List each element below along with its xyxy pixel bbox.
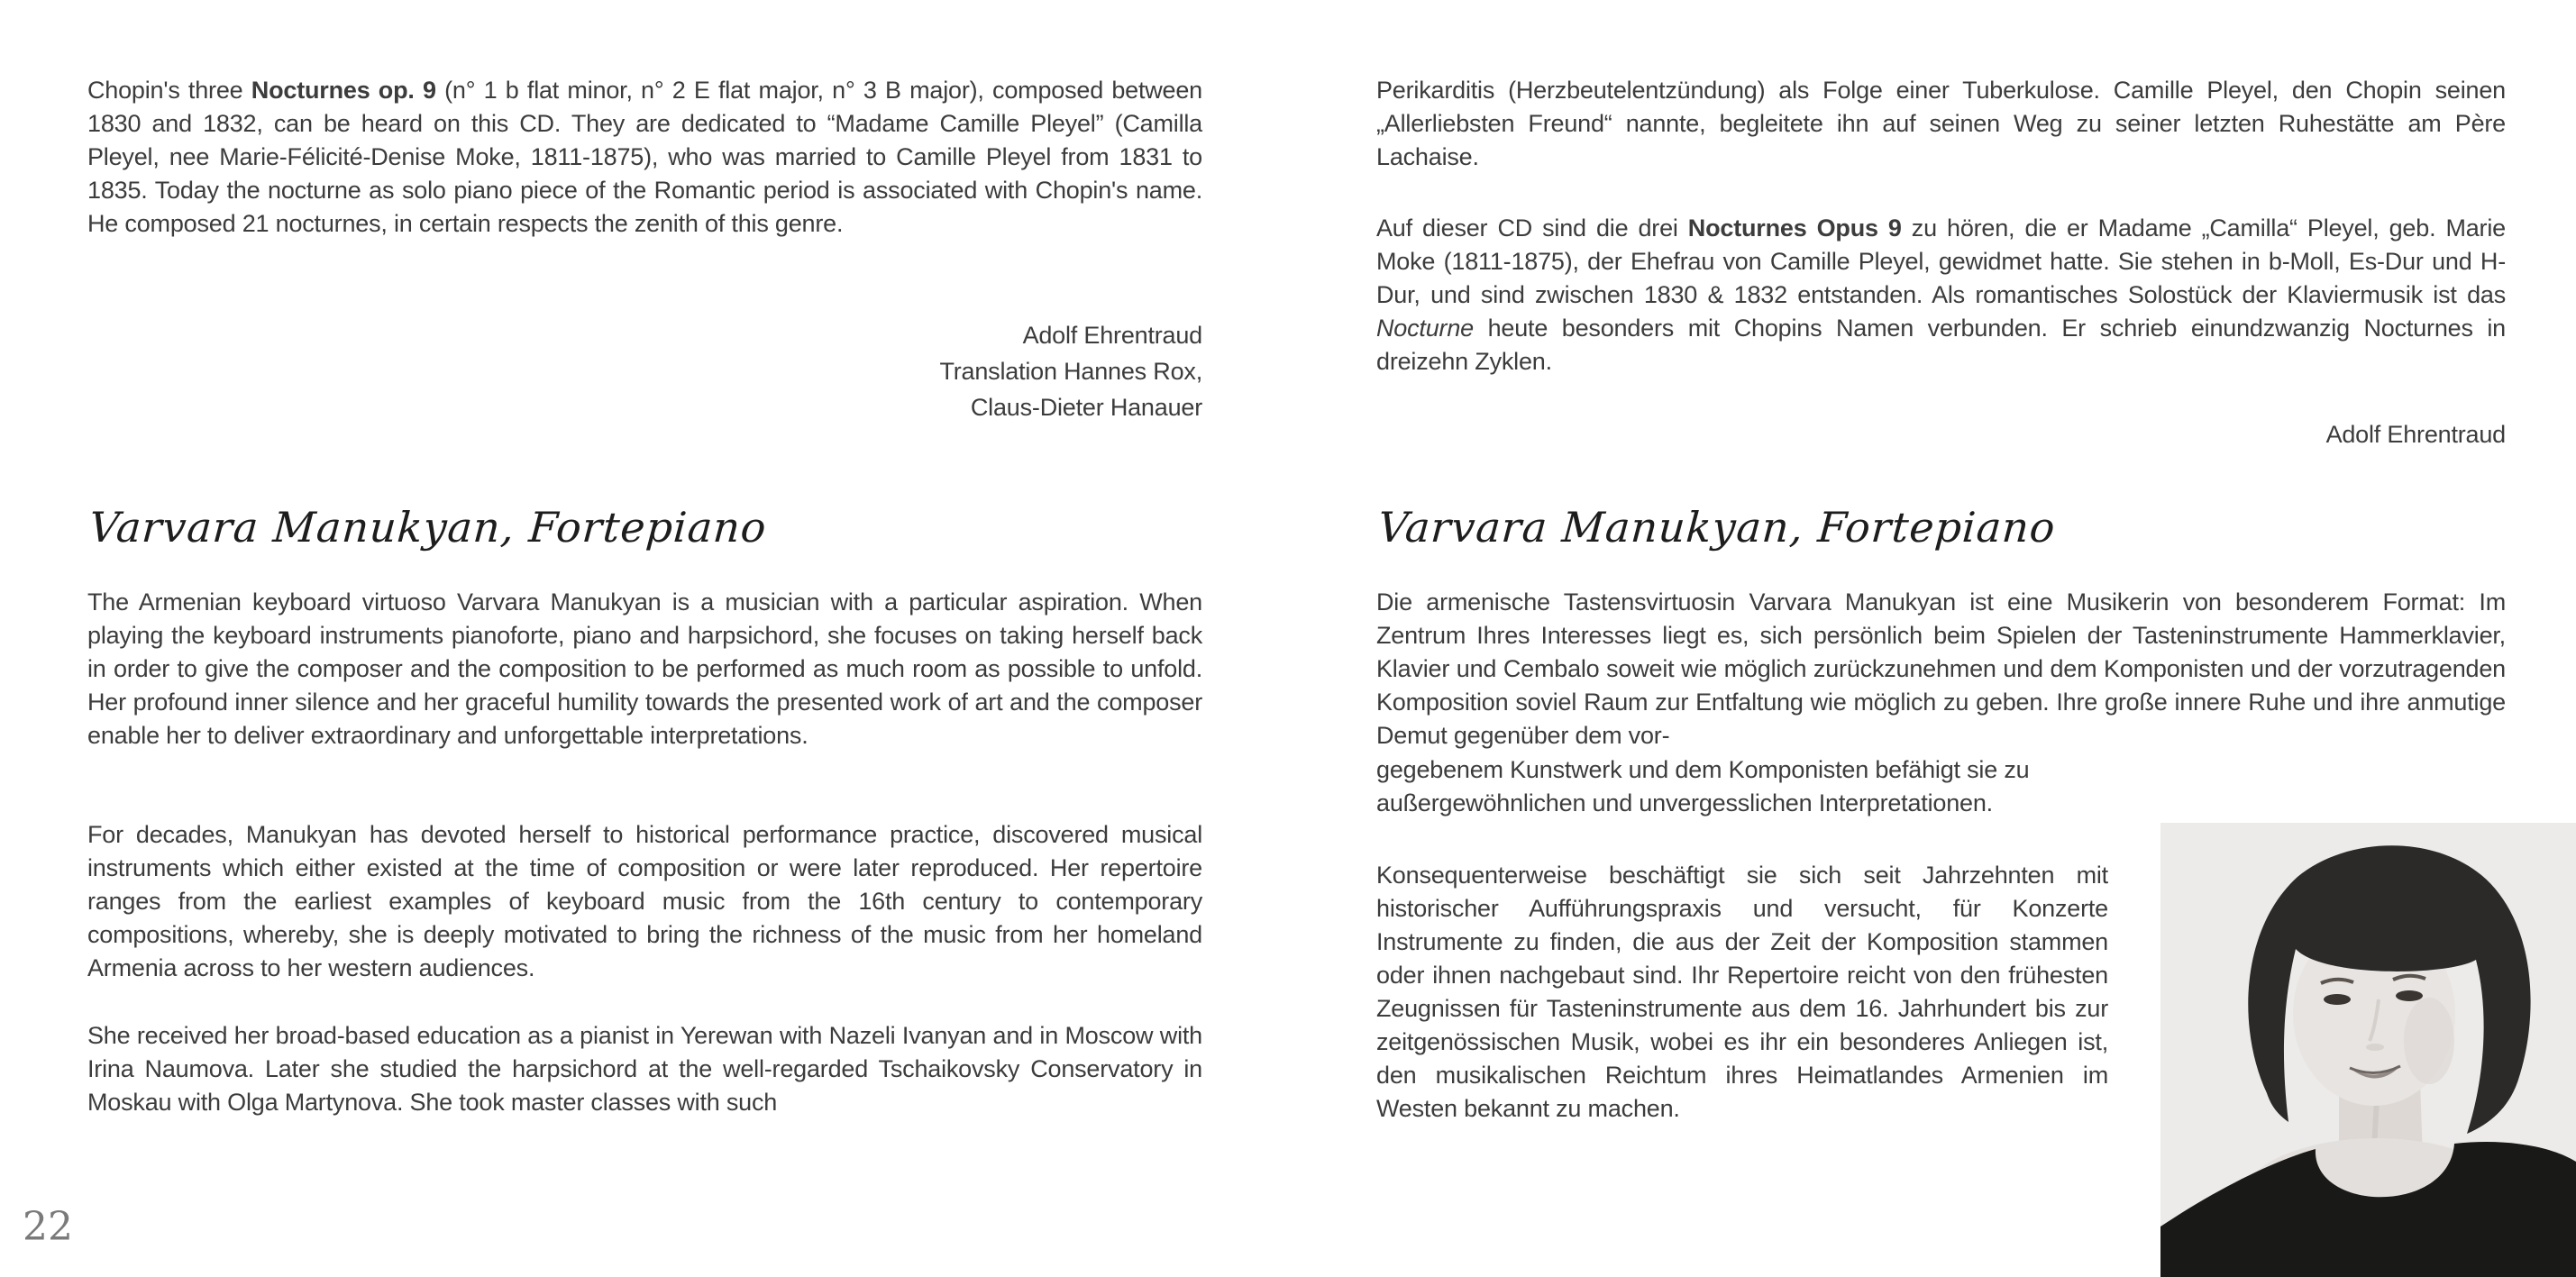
- paragraph-de-2: Auf dieser CD sind die drei Nocturnes Opus 9 zu hören, die er Madame „Camilla“ Pleyel, geb. Marie Moke (1811-1875), der Ehefrau von Camille Pleyel, gewidmet hatte. Sie stehen in b-Moll, Es-Dur und H-Dur, und sind zwischen 1830 & 1832 entstanden. Als romantisches Solostück der Klaviermusik ist das Nocturne heute besonders mit Chopins Namen verbunden. Er schrieb einundzwanzig Nocturnes in dreizehn Zyklen.: [1376, 214, 2506, 375]
- artist-heading-en: Varvara Manukyan, Fortepiano: [87, 503, 769, 552]
- artist-photo: [2160, 823, 2576, 1277]
- paragraph-de-1: Perikarditis (Herzbeutelentzündung) als Folge einer Tuberkulose. Camille Pleyel, den Chopin seinen „Allerliebsten Freund“ nannte, begleitete ihn auf seinen Weg zu seiner letzten Ruhestätte am Père Lachaise.: [1376, 77, 2506, 170]
- artist-heading-de: Varvara Manukyan, Fortepiano: [1376, 503, 2058, 552]
- nose-shadow: [2366, 1044, 2384, 1051]
- intro-paragraph-en: Chopin's three Nocturnes op. 9 (n° 1 b flat minor, n° 2 E flat major, n° 3 B major), composed between 1830 and 1832, can be heard on this CD. They are dedicated to “Madame Camille Pleyel” (Camilla Pleyel, nee Marie-Félicité-Denise Moke, 1811-1875), who was married to Camille Pleyel from 1831 to 1835. Today the nocturne as solo piano piece of the Romantic period is associated with Chopin's name. He composed 21 nocturnes, in certain respects the zenith of this genre.: [87, 77, 1202, 237]
- artist-photo-illustration: [2160, 823, 2576, 1277]
- credits-block: [87, 317, 1202, 425]
- credit-line-translator2: Claus-Dieter Hanauer: [970, 394, 1202, 421]
- cheek-shadow: [2404, 998, 2454, 1084]
- page-number: 22: [23, 1204, 73, 1250]
- credit-line-author: Adolf Ehrentraud: [1022, 322, 1202, 349]
- left-eye: [2324, 994, 2351, 1005]
- bio-paragraph-de-1-main: Die armenische Tastensvirtuosin Varvara Manukyan ist eine Musikerin von besonderem Format: Im Zentrum Ihres Interesses liegt es, sich persönlich beim Spielen der Tasteninstrumente Hammerklavier, Klavier und Cembalo soweit wie möglich zurückzunehmen und dem Komponisten und der vorzutragenden Komposition soviel Raum zur Entfaltung wie möglich zu geben. Ihre große innere Ruhe und ihre anmutige Demut gegenüber dem vor-: [1376, 588, 2506, 749]
- right-eye: [2396, 990, 2423, 1001]
- bio-paragraph-en-1: The Armenian keyboard virtuoso Varvara Manukyan is a musician with a particular aspiration. When playing the keyboard instruments pianoforte, piano and harpsichord, she focuses on taking herself back in order to give the composer and the composition to be performed as much room as possible to unfold. Her profound inner silence and her graceful humility towards the presented work of art and the composer enable her to deliver extraordinary and unforgettable interpretations.: [87, 588, 1202, 749]
- bio-paragraph-en-3: She received her broad-based education as a pianist in Yerewan with Nazeli Ivanyan and in Moscow with Irina Naumova. Later she studied the harpsichord at the well-regarded Tschaikovsky Conservatory in Moskau with Olga Martynova. She took master classes with such: [87, 1022, 1202, 1116]
- bio-paragraph-de-1-tail: gegebenem Kunstwerk und dem Komponisten befähigt sie zu außergewöhnlichen und unvergesslichen Interpretationen.: [1376, 756, 2030, 816]
- bio-paragraph-en-2: For decades, Manukyan has devoted herself to historical performance practice, discovered musical instruments which either existed at the time of composition or were later reproduced. Her repertoire ranges from the earliest examples of keyboard music from the 16th century to contemporary compositions, whereby, she is deeply motivated to bring the richness of the music from her homeland Armenia across to her western audiences.: [87, 821, 1202, 981]
- credit-line-translation: Translation Hannes Rox,: [939, 358, 1202, 385]
- signature-author: Adolf Ehrentraud: [2325, 421, 2506, 448]
- bio-paragraph-de-2: Konsequenterweise beschäftigt sie sich seit Jahrzehnten mit historischer Aufführungspraxis und versucht, für Konzerte Instrumente zu finden, die aus der Zeit der Komposition stammen oder ihnen nachgebaut sind. Ihr Repertoire reicht von den frühesten Zeugnissen für Tasteninstrumente aus dem 16. Jahrhundert bis zur zeitgenössischen Musik, wobei es ihr ein besonderes Anliegen ist, den musikalischen Reichtum ihres Heimatlandes Armenien im Westen bekannt zu machen.: [1376, 862, 2108, 1122]
